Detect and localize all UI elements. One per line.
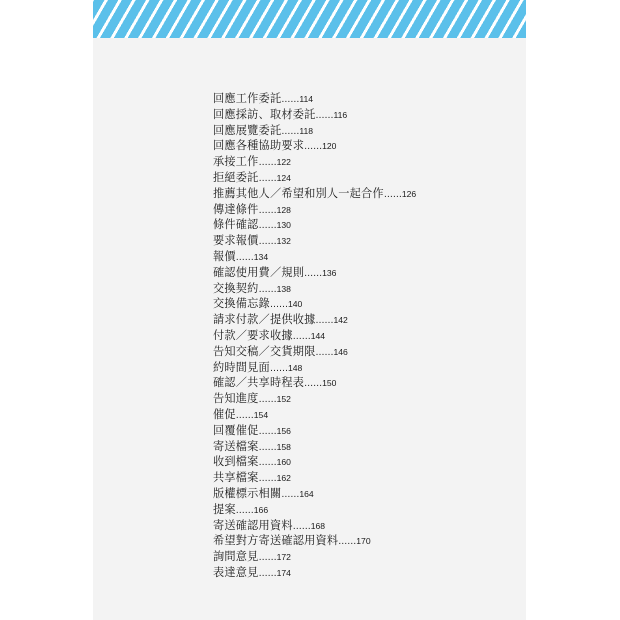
toc-page-number: 116 [333, 109, 348, 120]
toc-entry-title: 告知交稿／交貨期限 [213, 344, 316, 358]
toc-dot-leader: …… [304, 268, 323, 279]
toc-page-number: 150 [322, 378, 337, 389]
toc-dot-leader: …… [281, 95, 300, 105]
toc-entry-title: 付款／要求收據 [213, 328, 293, 342]
striped-header-band [93, 0, 526, 38]
toc-page-number: 148 [287, 362, 303, 373]
toc-entry-title: 確認／共享時程表 [213, 376, 305, 390]
toc-entry-title: 傳達條件 [213, 202, 259, 216]
toc-dot-leader: …… [235, 505, 254, 516]
toc-dot-leader: …… [258, 568, 277, 579]
toc-entry [213, 547, 416, 563]
toc-dot-leader: …… [258, 553, 277, 564]
toc-entry-title: 回應採訪、取材委託 [213, 107, 316, 121]
toc-entry-title: 回應各種協助要求 [213, 139, 305, 153]
toc-dot-leader: …… [258, 158, 277, 169]
toc-page-number: 136 [322, 267, 337, 278]
toc-page-number: 120 [322, 141, 337, 152]
toc-page-number: 172 [276, 552, 291, 563]
toc-entry-title: 條件確認 [213, 218, 259, 232]
toc-page-number: 132 [276, 236, 291, 247]
toc-entry [213, 405, 416, 421]
toc-page-number: 130 [276, 220, 291, 231]
toc-page-number: 164 [299, 488, 314, 499]
toc-entry-title: 拒絕委託 [213, 170, 259, 184]
toc-page-number: 162 [276, 473, 291, 484]
toc-dot-leader: …… [315, 316, 334, 327]
toc-entry-title: 希望對方寄送確認用資料 [213, 534, 339, 548]
toc-entry [213, 310, 416, 326]
toc-entry [213, 563, 416, 579]
toc-entry [213, 231, 416, 247]
toc-dot-leader: …… [258, 442, 277, 453]
toc-page-number: 166 [253, 504, 269, 515]
toc-entry [213, 105, 416, 121]
toc-entry-title: 提案 [213, 502, 236, 516]
toc-entry [213, 294, 416, 310]
toc-entry-title: 交換契約 [213, 281, 259, 295]
toc-entry [213, 89, 416, 105]
toc-entry [213, 516, 416, 532]
toc-entry [213, 168, 416, 184]
toc-entry [213, 152, 416, 168]
toc-entry-title: 報價 [213, 249, 236, 263]
toc-dot-leader: …… [304, 379, 323, 390]
toc-page-number: 134 [253, 251, 269, 262]
toc-page-number: 122 [276, 157, 291, 168]
toc-entry [213, 200, 416, 216]
toc-entry [213, 500, 416, 516]
toc-entry-title: 版權標示相關 [213, 486, 282, 500]
toc-entry-title: 交換備忘錄 [213, 297, 270, 311]
toc-entry [213, 184, 416, 200]
toc-entry-title: 告知進度 [213, 392, 259, 406]
toc-page-number: 126 [401, 188, 417, 199]
toc-dot-leader: …… [258, 221, 277, 232]
toc-dot-leader: …… [383, 189, 402, 200]
toc-page-number: 128 [276, 204, 291, 215]
toc-entry [213, 215, 416, 231]
toc-entry-title: 回應工作委託 [213, 92, 282, 105]
toc-dot-leader: …… [258, 205, 277, 216]
toc-dot-leader: …… [258, 237, 277, 248]
toc-dot-leader: …… [258, 458, 277, 469]
toc-entry-title: 請求付款／提供收據 [213, 313, 316, 327]
toc-dot-leader: …… [258, 284, 277, 295]
toc-page-number: 144 [310, 330, 326, 341]
toc-entry-title: 回覆催促 [213, 423, 259, 437]
toc-dot-leader: …… [315, 110, 334, 121]
toc-page-number: 154 [253, 409, 269, 420]
toc-entry [213, 136, 416, 152]
toc-entry [213, 437, 416, 453]
toc-entry-title: 確認使用費／規則 [213, 265, 305, 279]
toc-dot-leader: …… [258, 426, 277, 437]
toc-dot-leader: …… [258, 395, 277, 406]
toc-entry [213, 279, 416, 295]
toc-dot-leader: …… [315, 347, 334, 358]
toc-page-number: 142 [333, 315, 348, 326]
toc-entry [213, 342, 416, 358]
toc-dot-leader: …… [258, 173, 277, 184]
toc-entry [213, 373, 416, 389]
toc-dot-leader: …… [258, 474, 277, 485]
toc-dot-leader: …… [281, 126, 300, 137]
toc-dot-leader: …… [269, 300, 288, 311]
toc-page-number: 146 [333, 346, 348, 357]
toc-entry [213, 452, 416, 468]
toc-page-number: 114 [299, 94, 314, 104]
toc-page-number: 138 [276, 283, 291, 294]
toc-entry-title: 表達意見 [213, 565, 259, 579]
toc-entry-title: 要求報價 [213, 234, 259, 248]
toc-page-number: 168 [310, 520, 326, 531]
table-of-contents [213, 89, 416, 579]
toc-page-number: 124 [276, 172, 291, 183]
toc-entry-title: 詢問意見 [213, 550, 259, 564]
toc-entry-title: 寄送檔案 [213, 439, 259, 453]
toc-entry [213, 326, 416, 342]
toc-page-number: 140 [287, 299, 303, 310]
toc-entry-title: 回應展覽委託 [213, 123, 282, 137]
toc-entry-title: 約時間見面 [213, 360, 270, 374]
toc-dot-leader: …… [304, 142, 323, 153]
toc-page-number: 118 [299, 125, 314, 136]
toc-page-number: 156 [276, 425, 291, 436]
toc-page-number: 170 [356, 536, 371, 547]
toc-entry-title: 催促 [213, 407, 236, 421]
toc-page-number: 152 [276, 394, 291, 405]
toc-entry-title: 推薦其他人／希望和別人一起合作 [213, 186, 384, 200]
toc-entry [213, 358, 416, 374]
toc-dot-leader: …… [292, 331, 311, 342]
toc-dot-leader: …… [235, 410, 254, 421]
toc-entry-title: 寄送確認用資料 [213, 518, 293, 532]
toc-page-number: 174 [276, 567, 291, 578]
toc-entry-title: 承接工作 [213, 155, 259, 169]
toc-dot-leader: …… [338, 537, 357, 548]
toc-entry [213, 247, 416, 263]
toc-entry [213, 263, 416, 279]
toc-entry-title: 共享檔案 [213, 471, 259, 485]
toc-page-number: 158 [276, 441, 291, 452]
toc-entry [213, 484, 416, 500]
toc-page-number: 160 [276, 457, 291, 468]
toc-entry [213, 421, 416, 437]
toc-dot-leader: …… [269, 363, 288, 374]
toc-dot-leader: …… [235, 252, 254, 263]
toc-dot-leader: …… [292, 521, 311, 532]
toc-entry [213, 389, 416, 405]
toc-dot-leader: …… [281, 489, 300, 500]
toc-entry [213, 468, 416, 484]
toc-entry [213, 121, 416, 137]
toc-entry-title: 收到檔案 [213, 455, 259, 469]
toc-entry [213, 531, 416, 547]
